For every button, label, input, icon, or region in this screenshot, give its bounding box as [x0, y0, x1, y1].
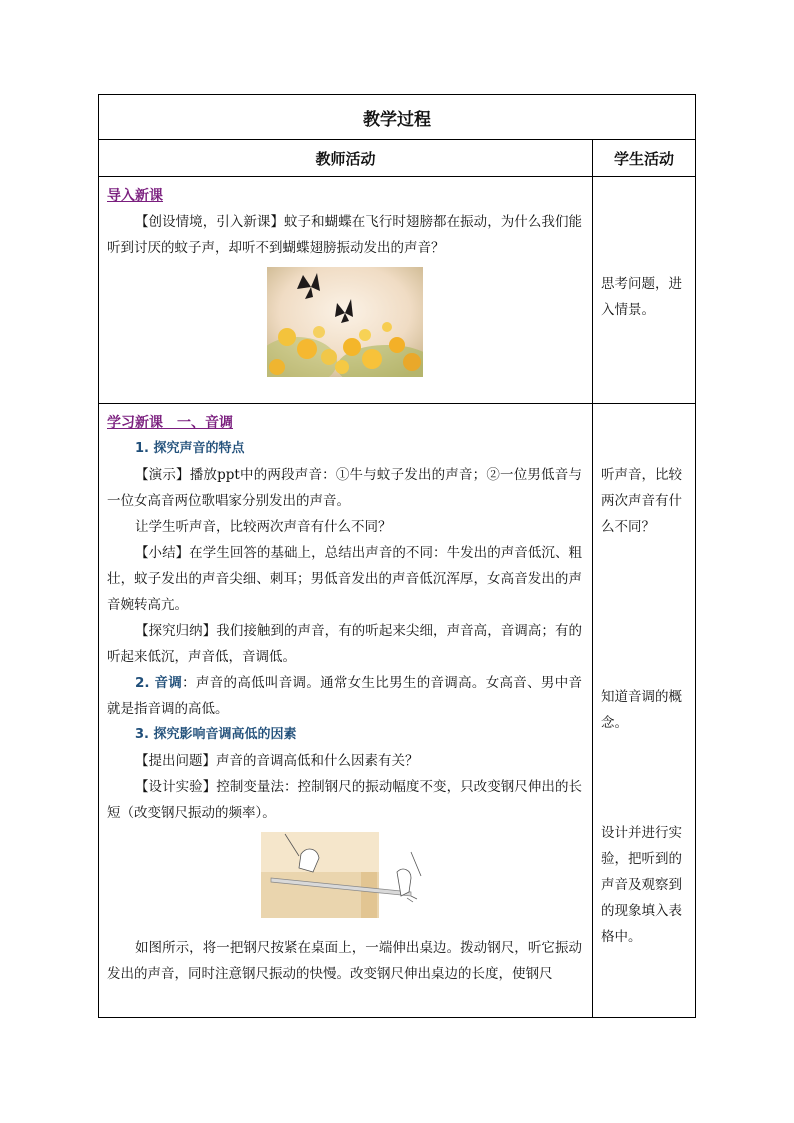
intro-heading: 导入新课	[107, 188, 163, 204]
intro-paragraph: 【创设情境，引入新课】蚊子和蝴蝶在飞行时翅膀都在振动，为什么我们能听到讨厌的蚊子声，却听不到蝴蝶翅膀振动发出的声音？	[107, 214, 582, 256]
butterfly-image	[107, 267, 582, 386]
pitch-definition-paragraph	[107, 670, 582, 722]
question-paragraph: 【提出问题】声音的音调高低和什么因素有关？	[135, 753, 419, 769]
pitch-definition-text: ：声音的高低叫音调。通常女生比男生的音调高。女高音、男中音就是指音调的高低。	[107, 675, 582, 717]
teaching-process-table	[98, 94, 696, 1018]
butterfly-photo	[267, 267, 423, 377]
intro-student-note: 思考问题，进入情景。	[601, 276, 682, 318]
lesson-student-cell	[593, 404, 696, 1018]
listen-paragraph: 让学生听声音，比较两次声音有什么不同？	[135, 519, 392, 535]
demo-paragraph: 【演示】播放ppt中的两段声音：①牛与蚊子发出的声音；②一位男低音与一位女高音两位歌唱家分别发出的声音。	[107, 467, 582, 509]
intro-student-cell	[593, 177, 696, 404]
procedure-paragraph: 如图所示，将一把钢尺按紧在桌面上，一端伸出桌边。拨动钢尺，听它振动发出的声音，同时注意钢尺振动的快慢。改变钢尺伸出桌边的长度，使钢尺	[107, 940, 582, 982]
student-note-pitch: 知道音调的概念。	[601, 689, 682, 731]
lesson-teacher-cell	[99, 404, 593, 1018]
intro-teacher-cell	[99, 177, 593, 404]
induction-paragraph: 【探究归纳】我们接触到的声音，有的听起来尖细，声音高，音调高；有的听起来低沉，声音低，音调低。	[107, 623, 582, 665]
ruler-experiment-illustration	[261, 832, 429, 918]
student-note-listen: 听声音，比较两次声音有什么不同？	[601, 467, 682, 535]
subheading-2: 2. 音调	[135, 675, 183, 691]
experiment-paragraph: 【设计实验】控制变量法：控制钢尺的振动幅度不变，只改变钢尺伸出的长短（改变钢尺振动的频率）。	[107, 779, 582, 821]
subheading-3: 3. 探究影响音调高低的因素	[135, 727, 297, 742]
student-activity-header: 学生活动	[593, 140, 696, 177]
summary-paragraph: 【小结】在学生回答的基础上，总结出声音的不同：牛发出的声音低沉、粗壮，蚊子发出的声音尖细、刺耳；男低音发出的声音低沉浑厚，女高音发出的声音婉转高亢。	[107, 545, 582, 613]
lesson-heading: 学习新课 一、音调	[107, 415, 233, 431]
subheading-1: 1. 探究声音的特点	[135, 441, 245, 456]
student-note-experiment: 设计并进行实验，把听到的声音及观察到的现象填入表格中。	[601, 825, 682, 945]
ruler-image	[107, 832, 582, 927]
teacher-activity-header: 教师活动	[99, 140, 593, 177]
table-title: 教学过程	[99, 95, 696, 140]
